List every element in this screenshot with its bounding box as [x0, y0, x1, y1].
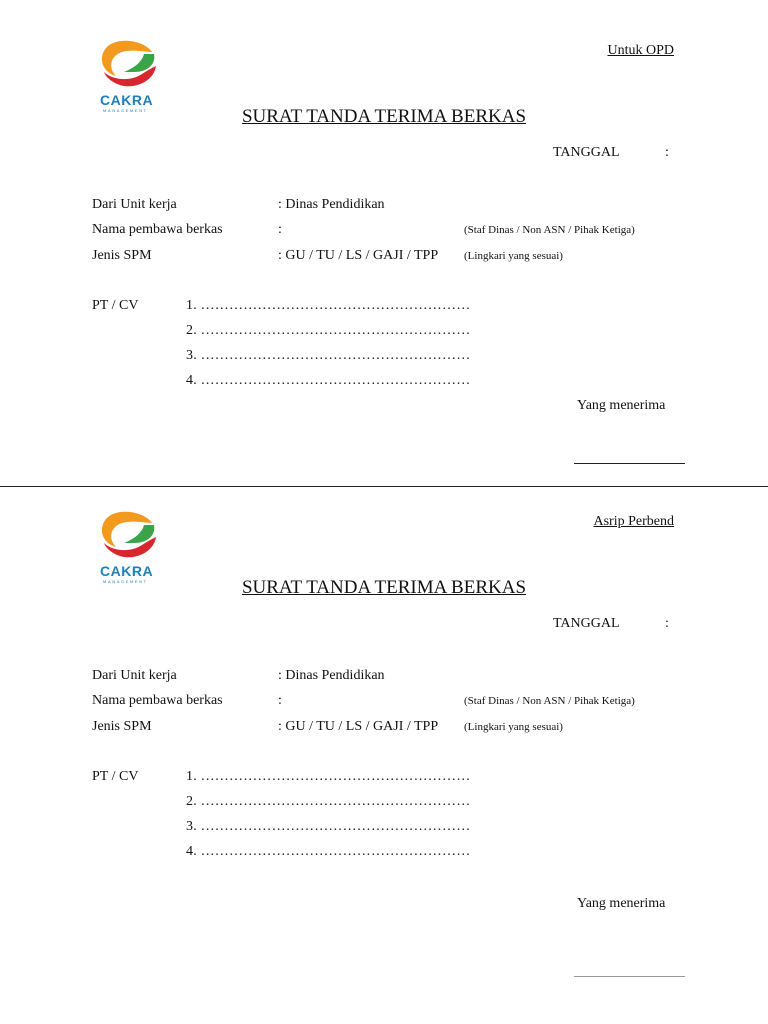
logo-wordmark: CAKRA — [100, 92, 154, 108]
carrier-note: (Staf Dinas / Non ASN / Pihak Ketiga) — [464, 695, 635, 707]
receiver-label: Yang menerima — [577, 896, 666, 911]
receiver-label: Yang menerima — [577, 398, 666, 413]
company-label: PT / CV — [92, 769, 139, 784]
copy-label: Untuk OPD — [607, 43, 674, 58]
company-item-2: 2. ………………………………………………… — [186, 323, 471, 338]
carrier-label: Nama pembawa berkas — [92, 693, 223, 708]
date-colon: : — [665, 616, 669, 631]
unit-value: : Dinas Pendidikan — [278, 197, 385, 212]
spm-label: Jenis SPM — [92, 248, 152, 263]
company-item-1: 1. ………………………………………………… — [186, 298, 471, 313]
carrier-value: : — [278, 222, 282, 237]
logo-subtext: MANAGEMENT — [103, 108, 148, 113]
cakra-logo-icon — [94, 38, 160, 94]
company-item-3: 3. ………………………………………………… — [186, 348, 471, 363]
form-title: SURAT TANDA TERIMA BERKAS — [241, 106, 527, 127]
company-item-4: 4. ………………………………………………… — [186, 373, 471, 388]
spm-value: : GU / TU / LS / GAJI / TPP — [278, 719, 439, 734]
carrier-value: : — [278, 693, 282, 708]
copy-label: Asrip Perbend — [593, 514, 674, 529]
signature-line — [574, 976, 685, 977]
carrier-label: Nama pembawa berkas — [92, 222, 223, 237]
cakra-logo — [94, 38, 160, 116]
unit-label: Dari Unit kerja — [92, 668, 177, 683]
receipt-form-opd — [0, 0, 768, 470]
carrier-note: (Staf Dinas / Non ASN / Pihak Ketiga) — [464, 224, 635, 236]
cakra-logo — [94, 509, 160, 587]
receipt-form-archive — [0, 471, 768, 941]
company-item-1: 1. ………………………………………………… — [186, 769, 471, 784]
date-label: TANGGAL — [553, 616, 620, 631]
date-label: TANGGAL — [553, 145, 620, 160]
form-title: SURAT TANDA TERIMA BERKAS — [241, 577, 527, 598]
unit-label: Dari Unit kerja — [92, 197, 177, 212]
spm-label: Jenis SPM — [92, 719, 152, 734]
company-item-2: 2. ………………………………………………… — [186, 794, 471, 809]
logo-wordmark: CAKRA — [100, 563, 154, 579]
company-item-4: 4. ………………………………………………… — [186, 844, 471, 859]
unit-value: : Dinas Pendidikan — [278, 668, 385, 683]
spm-note: (Lingkari yang sesuai) — [464, 250, 563, 262]
company-label: PT / CV — [92, 298, 139, 313]
date-colon: : — [665, 145, 669, 160]
cakra-logo-icon — [94, 509, 160, 565]
signature-line — [574, 463, 685, 464]
company-item-3: 3. ………………………………………………… — [186, 819, 471, 834]
spm-note: (Lingkari yang sesuai) — [464, 721, 563, 733]
spm-value: : GU / TU / LS / GAJI / TPP — [278, 248, 439, 263]
logo-subtext: MANAGEMENT — [103, 579, 148, 584]
